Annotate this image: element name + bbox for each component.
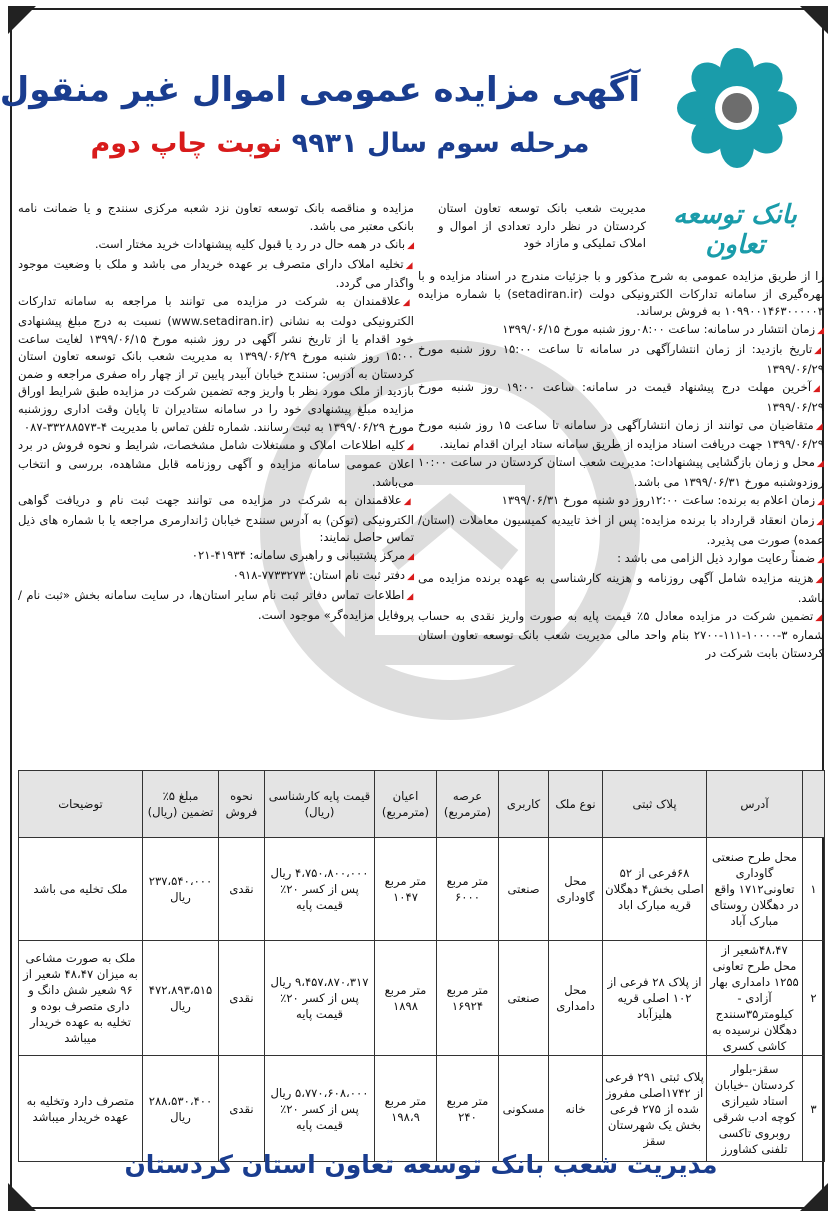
table-cell: ۶۸فرعی از ۵۲ اصلی بخش۴ دهگلان قریه مبارک اباد — [603, 838, 707, 941]
table-cell: مسکونی — [499, 1056, 549, 1162]
bullet-icon: ◢ — [403, 497, 414, 507]
table-cell: متصرف دارد وتخلیه به عهده خریدار میباشد — [19, 1056, 143, 1162]
right-column — [418, 268, 824, 663]
table-cell: ۱ — [803, 838, 825, 941]
list-item: ◢محل و زمان بازگشایی پیشنهادات: مدیریت شعب استان کردستان در ساعت ۱۰:۰۰ روزدوشنبه مورخ ۱۳۹۹/۰۶/۳۱ می باشد. — [418, 455, 825, 490]
table-row — [19, 1056, 825, 1162]
table-cell: پلاک ثبتی ۲۹۱ فرعی از ۱۷۴۲اصلی مفروز شده از ۲۷۵ فرعی بخش یک شهرستان سقز — [603, 1056, 707, 1162]
bullet-icon: ◢ — [407, 240, 414, 251]
bullet-icon: ◢ — [407, 572, 414, 583]
intro-top-text: مدیریت شعب بانک توسعه تعاون استان کردستان در نظر دارد تعدادی از اموال و املاک تملیکی و مازاد خود — [438, 201, 646, 251]
list-item: ◢دفتر ثبت نام استان: ۷۷۳۳۲۷۳-۰۹۱۸ — [232, 568, 414, 583]
table-cell: ملک تخلیه می باشد — [19, 838, 143, 941]
bank-logo-icon — [655, 48, 820, 168]
page-subtitle — [40, 128, 640, 159]
list-item: ◢هزینه مزایده شامل آگهی روزنامه و هزینه کارشناسی به عهده برنده مزایده می باشد. — [418, 571, 824, 605]
table-cell: نقدی — [219, 1056, 265, 1162]
table-cell: سقز-بلوار کردستان -خیابان استاد شیرازی کوچه ادب شرقی روبروی تاکسی تلفنی کشاورز — [707, 1056, 803, 1162]
list-item: ◢زمان اعلام به برنده: ساعت ۱۲:۰۰روز دو شنبه مورخ ۱۳۹۹/۰۶/۳۱ — [501, 493, 824, 508]
table-cell: متر مربع ۱۰۴۷ — [375, 838, 437, 941]
bullet-icon: ◢ — [816, 459, 825, 470]
table-cell: نقدی — [219, 941, 265, 1056]
list-item: ◢بانک در همه حال در رد یا قبول کلیه پیشنهادات خرید مختار است. — [94, 236, 414, 251]
table-cell: ۴۷۲،۸۹۳،۵۱۵ ریال — [143, 941, 219, 1056]
corner-ornament — [8, 6, 36, 34]
table-cell: ۵،۷۷۰،۶۰۸،۰۰۰ ریال پس از کسر ۲۰٪ قیمت پایه — [265, 1056, 375, 1162]
table-cell: متر مربع ۱۶۹۲۴ — [437, 941, 499, 1056]
table-cell: صنعتی — [499, 838, 549, 941]
list-item: ◢اطلاعات تماس دفاتر ثبت نام سایر استان‌ها، در سایت سامانه بخش «ثبت نام / پروفایل مزایده‌گر» موجود است. — [18, 588, 415, 623]
column-header — [803, 771, 825, 838]
logo-wordmark: بانک توسعه تعاون — [673, 200, 797, 260]
footer-signature: مدیریت شعب بانک توسعه تعاون استان کردستان — [124, 1150, 718, 1179]
list-item: ◢علاقمندان به شرکت در مزایده می توانند جهت ثبت نام و دریافت گواهی الکترونیکی (توکن) به آدرس سنندج خیابان ژاندارمری مراجعه یا با شماره های ذیل تماس حاصل نمایند: — [18, 493, 414, 545]
list-item: ◢کلیه اطلاعات املاک و مستغلات شامل مشخصات، شرایط و نحوه فروش در برد اعلان عمومی سامانه مزایده و آگهی روزنامه قابل مشاهده، بررسی و انتخاب می‌باشد. — [18, 437, 415, 489]
table-cell: ۲۳۷،۵۴۰،۰۰۰ ریال — [143, 838, 219, 941]
page-title: آگهی مزایده عمومی اموال غیر منقول — [0, 70, 640, 110]
table-cell: ۹،۴۵۷،۸۷۰،۳۱۷ ریال پس از کسر ۲۰٪ قیمت پایه — [265, 941, 375, 1056]
column-header: توضیحات — [19, 771, 143, 838]
column-header: پلاک ثبتی — [603, 771, 707, 838]
table-cell: ۲ — [803, 941, 825, 1056]
bullet-icon: ◢ — [402, 298, 415, 309]
table-cell: از پلاک ۲۸ فرعی از ۱۰۲ اصلی قریه هلیزآباد — [603, 941, 707, 1056]
intro-rest-text: را از طریق مزایده عمومی به شرح مذکور و با جزئیات مندرج در اسناد مزایده و با بهره‌گیری از سامانه تدارکات الکترونیکی دولت (setadiran.ir) با شماره مزایده ۱۰۹۹۰۰۱۴۶۳۰۰۰۰۰۳ به فروش برساند. — [418, 269, 824, 319]
bullet-icon: ◢ — [405, 260, 414, 271]
list-item: ◢متقاضیان می توانند از زمان انتشارآگهی در سامانه تا ساعت ۱۵ روز شنبه مورخ ۱۳۹۹/۰۶/۲۹ جهت دریافت اسناد مزایده از طریق سامانه ستاد ایران اقدام نمایند. — [418, 417, 824, 452]
bullet-icon: ◢ — [406, 592, 415, 603]
table-cell: متر مربع ۱۸۹۸ — [375, 941, 437, 1056]
table-cell: خانه — [549, 1056, 603, 1162]
column-header: قیمت پایه کارشناسی (ریال) — [265, 771, 375, 838]
column-header: کاربری — [499, 771, 549, 838]
bullet-icon: ◢ — [817, 497, 824, 508]
list-item: ◢علاقمندان به شرکت در مزایده می توانند با مراجعه به سامانه تدارکات الکترونیکی دولت به نشانی (www.setadiran.ir) نسبت به درج مبلغ پیشنهادی خود اقدام یا از تاریخ نشر آگهی در روز شنبه مورخ ۱۳۹۹/۰۶/۱۵ لغایت ساعت ۱۵:۰۰ روز شنبه مورخ ۱۳۹۹/۰۶/۲۹ به مدیریت شعب بانک توسعه تعاون استان کردستان به آدرس: سنندج خیابان آبیدر پایین تر از چهار راه صفری مراجعه و ضمن بازدید از ملک مورد نظر با واریز وجه تضمین شرکت در مزایده طبق شرایط اوراق مزایده مبلغ پیشنهادی خود را در سامانه ستادیران تا پایان وقت اداری روزشنبه مورخ ۱۳۹۹/۰۶/۲۹ به ثبت رسانند. شماره تلفن تماس با مدیریت ۴-۳۳۲۸۸۵۷۳-۰۸۷ — [18, 294, 415, 434]
column-header: عرصه (مترمربع) — [437, 771, 499, 838]
left-intro-text: مزایده و مناقصه بانک توسعه تعاون نزد شعبه مرکزی سنندج و یا ضمانت نامه بانکی معتبر می باشد. — [18, 201, 414, 233]
table-cell: ۳ — [803, 1056, 825, 1162]
table-cell: محل طرح صنعتی گاوداری تعاونی۱۷۱۲ واقع در دهگلان روستای مبارک آباد — [707, 838, 803, 941]
list-item: ◢ضمناً رعایت موارد ذیل الزامی می باشد : — [617, 550, 824, 565]
bullet-icon: ◢ — [815, 612, 824, 623]
table-cell: ۴۸،۴۷شعیر از محل طرح تعاونی ۱۲۵۵ دامداری بهار آزادی - کیلومتر۳۵سنندج دهگلان نرسیده به کاشی کسری — [707, 941, 803, 1056]
column-header: آدرس — [707, 771, 803, 838]
bullet-icon: ◢ — [407, 552, 414, 563]
bullet-icon: ◢ — [406, 441, 415, 452]
bullet-icon: ◢ — [815, 575, 824, 585]
column-header: نحوه فروش — [219, 771, 265, 838]
table-cell: ۲۸۸،۵۳۰،۴۰۰ ریال — [143, 1056, 219, 1162]
table-row — [19, 941, 825, 1056]
bullet-icon: ◢ — [814, 346, 825, 357]
bullet-icon: ◢ — [815, 421, 824, 432]
properties-table — [18, 770, 825, 1162]
bullet-icon: ◢ — [813, 384, 825, 395]
table-cell: محل دامداری — [549, 941, 603, 1056]
intro-top — [438, 200, 646, 253]
bullet-icon: ◢ — [817, 326, 824, 337]
table-cell: متر مربع ۲۴۰ — [437, 1056, 499, 1162]
subtitle-print-round: نوبت چاپ دوم — [90, 128, 283, 159]
table-cell: محل گاوداری — [549, 838, 603, 941]
column-header: اعیان (مترمربع) — [375, 771, 437, 838]
subtitle-stage: مرحله سوم سال ۹۹۳۱ — [291, 128, 590, 159]
corner-ornament — [800, 6, 828, 34]
list-item: ◢مرکز پشتیبانی و راهبری سامانه: ۴۱۹۳۴-۰۲۱ — [191, 548, 414, 563]
table-cell: ملک به صورت مشاعی به میزان ۴۸،۴۷ شعیر از ۹۶ شعیر شش دانگ و داری متصرف بوده و تخلیه به عهده خریدار میباشد — [19, 941, 143, 1056]
list-item: ◢زمان انتشار در سامانه: ساعت ۰۸:۰۰روز شنبه مورخ ۱۳۹۹/۰۶/۱۵ — [502, 322, 824, 337]
bullet-icon: ◢ — [816, 517, 824, 528]
left-column — [18, 200, 414, 625]
table-cell: متر مربع ۶۰۰۰ — [437, 838, 499, 941]
column-header: نوع ملک — [549, 771, 603, 838]
list-item: ◢تضمین شرکت در مزایده معادل ۵٪ قیمت پایه به صورت واریز نقدی به حساب شماره ۳-۱۰۰۰۰-۱۱۱-۲۷۰۰ بنام واحد مالی مدیریت شعب بانک توسعه تعاون استان کردستان بابت شرکت در — [418, 608, 825, 660]
corner-ornament — [800, 1183, 828, 1211]
table-cell: نقدی — [219, 838, 265, 941]
corner-ornament — [8, 1183, 36, 1211]
table-cell: ۴،۷۵۰،۸۰۰،۰۰۰ ریال پس از کسر ۲۰٪ قیمت پایه — [265, 838, 375, 941]
list-item: ◢تخلیه املاک دارای متصرف بر عهده خریدار می باشد و ملک با وضعیت موجود واگذار می گردد. — [18, 256, 414, 291]
bullet-icon: ◢ — [817, 554, 824, 565]
list-item: ◢زمان انعقاد قرارداد با برنده مزایده: پس از اخذ تاییدیه کمیسیون معاملات (استان/عمده) صورت می پذیرد. — [418, 513, 824, 547]
table-header-row — [19, 771, 825, 838]
table-cell: متر مربع ۱۹۸،۹ — [375, 1056, 437, 1162]
list-item: ◢آخرین مهلت درج پیشنهاد قیمت در سامانه: ساعت ۱۹:۰۰ روز شنبه مورخ ۱۳۹۹/۰۶/۲۹ — [418, 380, 825, 414]
column-header: مبلغ ۵٪ تضمین (ریال) — [143, 771, 219, 838]
table-cell: صنعتی — [499, 941, 549, 1056]
table-row — [19, 838, 825, 941]
list-item: ◢تاریخ بازدید: از زمان انتشارآگهی در سامانه تا ساعت ۱۵:۰۰ روز شنبه مورخ ۱۳۹۹/۰۶/۲۹ — [418, 342, 825, 376]
